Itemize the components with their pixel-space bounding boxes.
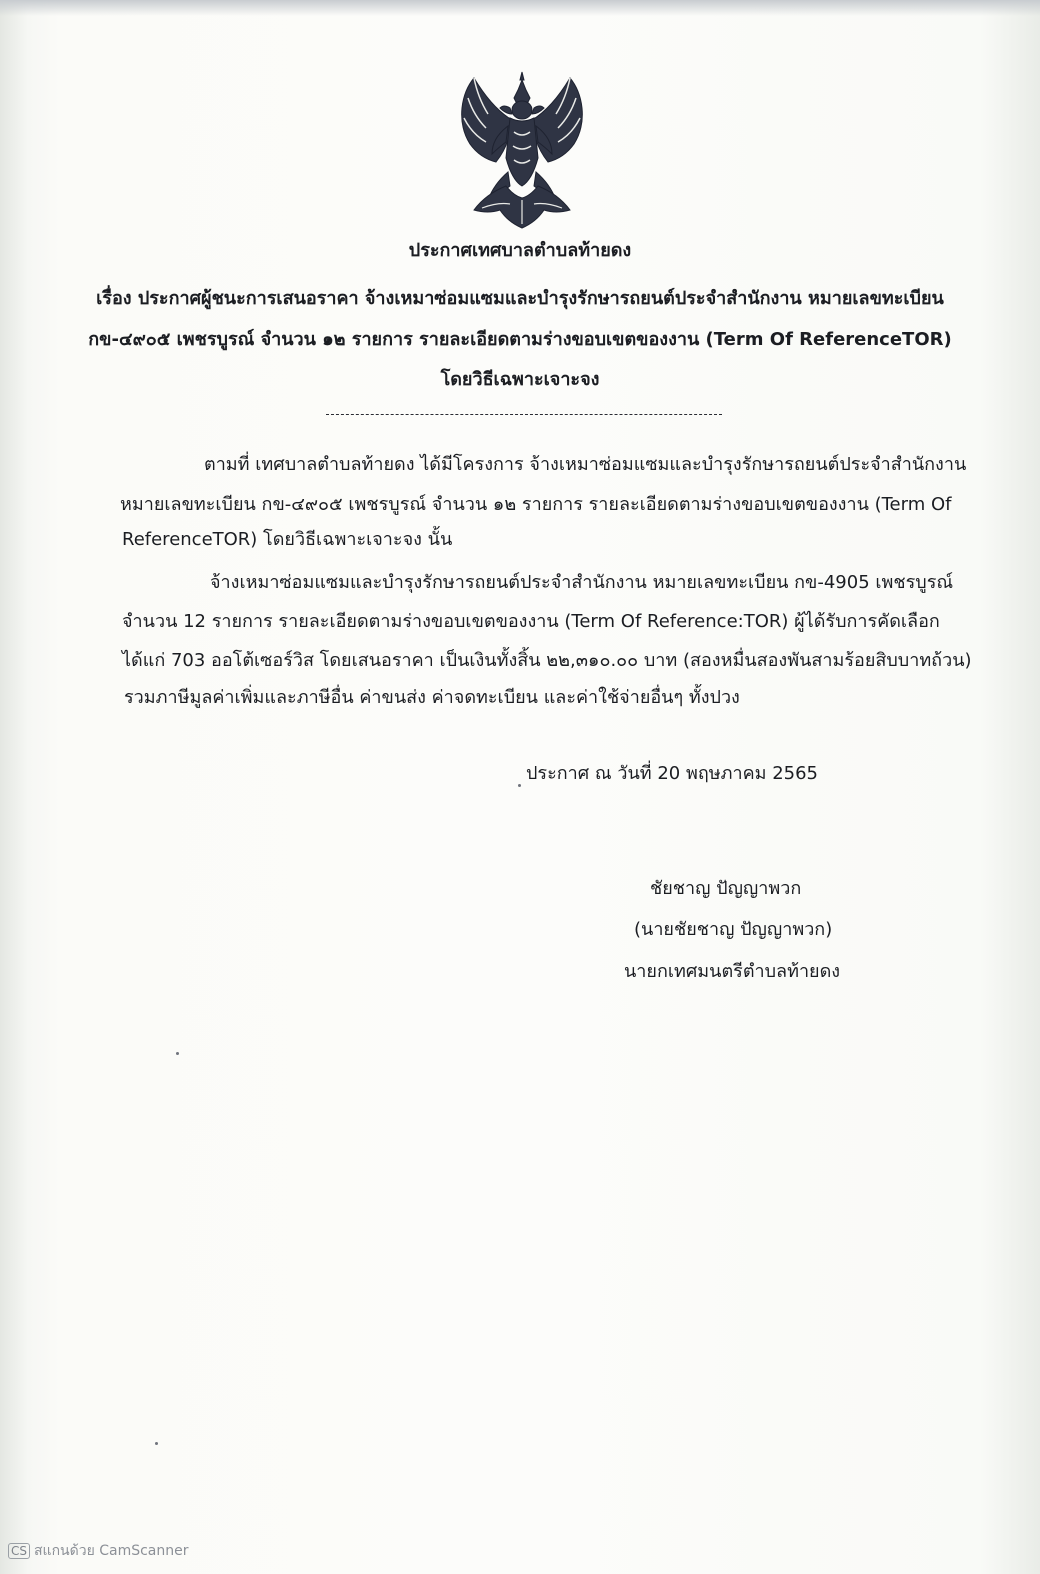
paragraph2-line-4: รวมภาษีมูลค่าเพิ่มและภาษีอื่น ค่าขนส่ง ค่าจดทะเบียน และค่าใช้จ่ายอื่นๆ ทั้งปวง (124, 687, 740, 708)
camscanner-watermark (8, 1540, 189, 1562)
announcement-header: ประกาศเทศบาลตำบลท้ายดง (408, 240, 632, 261)
garuda-emblem-icon (452, 68, 592, 238)
subject-line-1: เรื่อง ประกาศผู้ชนะการเสนอราคา จ้างเหมาซ่อมแซมและบำรุงรักษารถยนต์ประจำสำนักงาน หมายเลขทะเบียน (96, 288, 944, 309)
signatory-position: นายกเทศมนตรีตำบลท้ายดง (624, 961, 841, 982)
scan-speck (155, 1442, 158, 1445)
top-edge-shadow (0, 0, 1040, 16)
subject-line-3: โดยวิธีเฉพาะเจาะจง (440, 369, 600, 390)
subject-line-2: กข-๔๙๐๕ เพชรบูรณ์ จำนวน ๑๒ รายการ รายละเอียดตามร่างขอบเขตของงาน (Term Of ReferenceTOR) (88, 329, 952, 350)
signature: ชัยชาญ ปัญญาพวก (650, 878, 802, 899)
scan-speck (176, 1052, 179, 1055)
paragraph1-line-3: ReferenceTOR) โดยวิธีเฉพาะเจาะจง นั้น (122, 529, 453, 550)
divider (326, 414, 722, 415)
signatory-full-name: (นายชัยชาญ ปัญญาพวก) (634, 919, 833, 940)
camscanner-label: สแกนด้วย CamScanner (34, 1543, 189, 1559)
paragraph1-line-1: ตามที่ เทศบาลตำบลท้ายดง ได้มีโครงการ จ้างเหมาซ่อมแซมและบำรุงรักษารถยนต์ประจำสำนักงาน (204, 454, 967, 475)
paragraph1-line-2: หมายเลขทะเบียน กข-๔๙๐๕ เพชรบูรณ์ จำนวน ๑๒ รายการ รายละเอียดตามร่างขอบเขตของงาน (Term Of (120, 494, 952, 515)
camscanner-logo-icon: CS (8, 1543, 30, 1559)
paragraph2-line-3: ได้แก่ 703 ออโต้เซอร์วิส โดยเสนอราคา เป็นเงินทั้งสิ้น ๒๒,๓๑๐.๐๐ บาท (สองหมื่นสองพันสามร้อยสิบบาทถ้วน) (122, 650, 972, 671)
paragraph2-line-2: จำนวน 12 รายการ รายละเอียดตามร่างขอบเขตของงาน (Term Of Reference:TOR) ผู้ได้รับการคัดเลือก (122, 611, 940, 632)
announcement-date: ประกาศ ณ วันที่ 20 พฤษภาคม 2565 (526, 763, 818, 784)
paragraph2-line-1: จ้างเหมาซ่อมแซมและบำรุงรักษารถยนต์ประจำสำนักงาน หมายเลขทะเบียน กข-4905 เพชรบูรณ์ (210, 572, 954, 593)
scan-speck (518, 784, 521, 787)
